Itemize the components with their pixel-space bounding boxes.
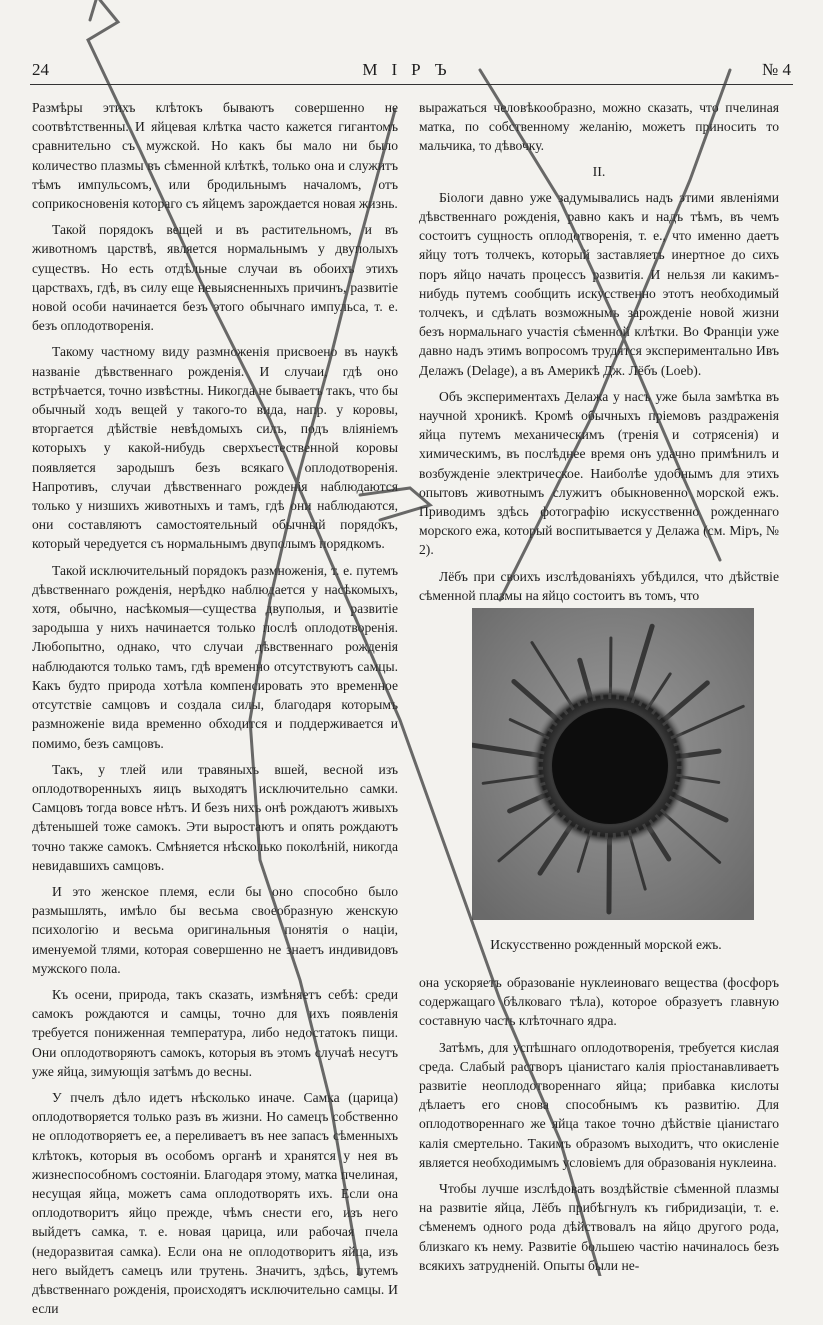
- paragraph: Такой исключительный порядокъ размноженія, т. е. путемъ дѣвственнаго рожденія, нерѣдко наблюдается у насѣкомыхъ, хотя, обычно, насѣкомыя—существа двуполыя, и развитіе зародыша у нихъ начинается только послѣ оплодотворенія. Любопытно, однако, что случаи дѣвственнаго рожденія наблюдаются только тамъ, гдѣ временно отсутствуютъ самцы. Какъ будто природа хотѣла компенсировать это временное отсутствіе самцовъ и создала силы, благодаря которымъ размноженіе вида временно обходится и поддерживается и помимо, безъ самцовъ.: [32, 561, 398, 753]
- paragraph: Чтобы лучше изслѣдовать воздѣйствіе сѣменной плазмы на развитіе яйца, Лёбъ прибѣгнулъ къ гибридизаціи, т. е. сѣменемъ одного рода дѣйствовалъ на яйцо другого рода, близкаго къ нему. Развитіе большею частію начиналось безъ всякихъ затрудненій. Опыты были не-: [419, 1179, 779, 1275]
- issue-number: № 4: [762, 60, 791, 80]
- paragraph: Затѣмъ, для успѣшнаго оплодотворенія, требуется кислая среда. Слабый растворъ ціанистаго калія пріостанавливаетъ развитіе неоплодотвореннаго яйца; прибавка кислоты дѣлаетъ его снова способнымъ къ развитію. Для оплодотвореннаго же яйца такое точно дѣйствіе ціанистаго калія смертельно. Такимъ образомъ выходитъ, что окисленіе является необходимымъ условіемъ для образованія нуклеина.: [419, 1038, 779, 1172]
- paragraph: Размѣры этихъ клѣтокъ бываютъ совершенно не соотвѣтственны. И яйцевая клѣтка часто кажется гигантомъ сравнительно съ мужской. Но какъ бы мало ни было количество плазмы въ сѣменной клѣткѣ, только она и служитъ тѣмъ импульсомъ, или бродильнымъ началомъ, отъ соприкосновенія котораго съ яйцемъ зарождается новая жизнь.: [32, 98, 398, 213]
- left-column: [32, 98, 398, 1325]
- section-number: II.: [419, 163, 779, 182]
- right-column-continued: [419, 973, 779, 1282]
- page-number: 24: [32, 60, 49, 80]
- paragraph: Такой порядокъ вещей и въ растительномъ, и въ животномъ царствѣ, является нормальнымъ у двуполыхъ существъ. Но есть отдѣльные случаи въ обоихъ этихъ царствахъ, гдѣ, въ силу еще невыясненныхъ причинъ, развитіе новой особи начинается безъ этого обычнаго импульса, т. е. безъ оплодотворенія.: [32, 220, 398, 335]
- paragraph: Такъ, у тлей или травяныхъ вшей, весной изъ оплодотворенныхъ яицъ выходятъ исключительно самки. Самцовъ тогда вовсе нѣтъ. И безъ нихъ онѣ рождаютъ живыхъ дѣтенышей тоже самокъ. Эти выростаютъ и опять рождаютъ точно также самокъ. Смѣняется нѣсколько поколѣній, никогда невидавшихъ самцовъ.: [32, 760, 398, 875]
- paragraph-continuation: выражаться человѣкообразно, можно сказать, что пчелиная матка, по собственному желанію, можетъ приносить то мальчика, то дѣвочку.: [419, 98, 779, 156]
- paragraph: Объ экспериментахъ Делажа у насъ уже была замѣтка въ научной хроникѣ. Кромѣ обычныхъ пріемовъ раздраженія яйца путемъ механическимъ (тренія и сотрясенія) и химическимъ, въ послѣднее время онъ удачно примѣнилъ и возбужденіе электрическое. Наиболѣе удобнымъ для этихъ опытовъ животнымъ служитъ обыкновенно морской ежъ. Приводимъ здѣсь фотографію искусственно рожденнаго морского ежа, который воспитывается у Делажа (см. Міръ, № 2).: [419, 387, 779, 560]
- journal-title: МІРЪ: [30, 60, 793, 80]
- figure-caption: Искусственно рожденный морской ежъ.: [426, 937, 786, 953]
- sea-urchin-illustration: [472, 608, 754, 920]
- sea-urchin-photo: [472, 608, 754, 920]
- paragraph: Біологи давно уже задумывались надъ этими явленіями дѣвственнаго рожденія, равно какъ и надъ тѣмъ, въ чемъ состоитъ сущность оплодотворенія, т. е., что именно даетъ яйцу тотъ толчекъ, который заставляетъ инертное до сихъ поръ яйцо начать процессъ развитія. И нельзя ли какимъ-нибудь путемъ сообщить искусственно этотъ необходимый толчекъ, и сдѣлать возможнымъ зарожденіе новой жизни безъ нормальнаго участія сѣменной клѣтки. Во Франціи уже давно надъ этимъ вопросомъ трудятся экспериментально Ивъ Делажъ (Delage), а въ Америкѣ Дж. Лёбъ (Loeb).: [419, 188, 779, 380]
- paragraph: Лёбъ при своихъ изслѣдованіяхъ убѣдился, что дѣйствіе сѣменной плазмы на яйцо состоитъ въ томъ, что: [419, 567, 779, 605]
- paragraph: У пчелъ дѣло идетъ нѣсколько иначе. Самка (царица) оплодотворяется только разъ въ жизни. Но самецъ собственно не оплодотворяетъ ее, а переливаетъ въ нее запасъ сѣменныхъ клѣтокъ, которыя въ особомъ органѣ и хранятся у нея въ жизнеспособномъ состояніи. Благодаря этому, матка пчелиная, несущая яйца, можетъ сама оплодотворять ихъ. Если она оплодотворитъ яйцо прежде, чѣмъ снести его, изъ него выйдетъ самка, т. е. новая царица, или рабочая пчела (недоразвитая самка). Если она не оплодотворитъ яйца, изъ него выйдетъ самецъ или трутень. Значитъ, здѣсь, путемъ дѣвственнаго рожденія, происходятъ исключительно самцы. И если: [32, 1088, 398, 1318]
- paragraph: она ускоряетъ образованіе нуклеиноваго вещества (фосфоръ содержащаго бѣлковаго тѣла), которое образуетъ главную составную часть клѣточнаго ядра.: [419, 973, 779, 1031]
- paragraph: Къ осени, природа, такъ сказать, измѣняетъ себѣ: среди самокъ рождаются и самцы, точно для ихъ появленія требуется пониженная температура, либо недостатокъ пищи. Они оплодотворяютъ самокъ, которыя въ этомъ случаѣ несутъ уже яйца, зимующія затѣмъ до весны.: [32, 985, 398, 1081]
- paragraph: Такому частному виду размноженія присвоено въ наукѣ названіе дѣвственнаго рожденія. И случаи, гдѣ оно встрѣчается, точно извѣстны. Никогда не бываетъ такъ, что бы обычный ходъ вещей у такого-то вида, напр. у коровы, вторгается дѣйствіе невѣдомыхъ силъ, подъ вліяніемъ которыхъ у какой-нибудь сверхъестественной коровы появляется зародышъ безъ всякаго оплодотворенія. Напротивъ, случаи дѣвственнаго рожденія наблюдаются только у низшихъ животныхъ и тамъ, гдѣ они наблюдаются, они составляютъ самостоятельный обычный порядокъ, который чередуется съ нормальнымъ двуполымъ порядкомъ.: [32, 342, 398, 553]
- urchin-spine: [609, 836, 610, 912]
- page-header: [30, 58, 793, 85]
- paragraph: И это женское племя, если бы оно способно было размышлять, имѣло бы весьма своеобразную женскую психологію и весьма оригинальныя понятія о націи, именуемой тлями, которая совершенно не знаетъ индивидовъ мужского пола.: [32, 882, 398, 978]
- right-column: [419, 98, 779, 612]
